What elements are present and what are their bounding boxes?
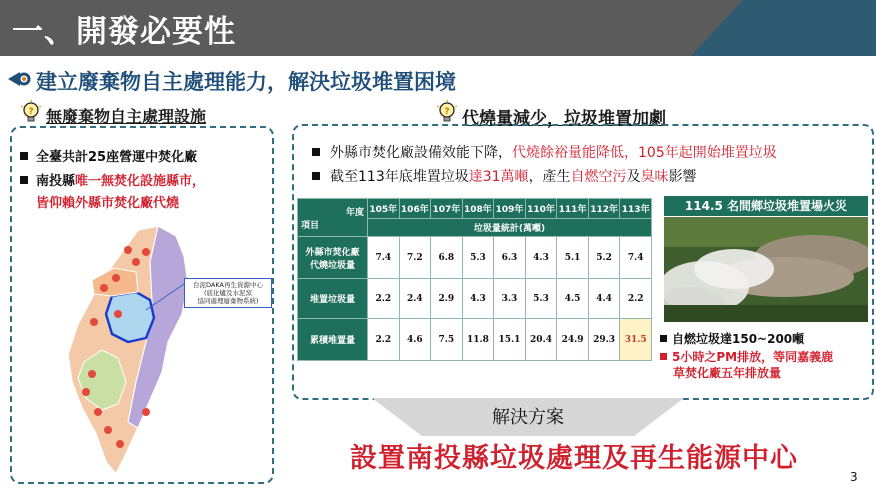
table-corner: 年度 項目 <box>298 199 368 237</box>
table-cell: 4.4 <box>588 279 620 319</box>
lightbulb-icon <box>20 100 42 124</box>
garbage-statistics-table <box>297 198 652 361</box>
table-year-header: 113年 <box>620 199 652 219</box>
right-panel-heading: 代燒量減少，垃圾堆置加劇 <box>462 109 666 129</box>
right-bullet-2: 截至113年底堆置垃圾達31萬噸，產生自燃空污及臭味影響 <box>312 166 697 186</box>
table-cell: 29.3 <box>588 319 620 361</box>
table-cell: 5.3 <box>525 279 557 319</box>
table-cell: 5.2 <box>588 237 620 279</box>
table-cell: 2.2 <box>368 319 400 361</box>
table-cell: 6.8 <box>431 237 463 279</box>
table-cell: 24.9 <box>557 319 589 361</box>
subtitle: 建立廢棄物自主處理能力，解決垃圾堆置困境 <box>36 70 456 94</box>
table-year-header: 110年 <box>525 199 557 219</box>
table-cell: 7.2 <box>399 237 431 279</box>
table-cell: 4.6 <box>399 319 431 361</box>
map-callout: 台泥DAKA再生資源中心 (底化爐及水泥窯 協同處理廢棄物系統) <box>184 278 272 308</box>
table-cell: 2.9 <box>431 279 463 319</box>
table-year-header: 107年 <box>431 199 463 219</box>
table-unit-header: 垃圾量統計(萬噸) <box>368 219 652 237</box>
left-bullet-2: 南投縣唯一無焚化設施縣市， <box>20 170 205 189</box>
table-cell: 4.5 <box>557 279 589 319</box>
table-row-label: 堆置垃圾量 <box>298 279 368 319</box>
svg-text:?: ? <box>444 107 450 117</box>
table-year-header: 105年 <box>368 199 400 219</box>
table-cell: 3.3 <box>494 279 526 319</box>
left-panel-heading: 無廢棄物自主處理設施 <box>46 107 207 126</box>
right-bullet-1: 外縣市焚化廠設備效能下降，代燒餘裕量能降低，105年起開始堆置垃圾 <box>312 142 777 162</box>
left-bullet-2-line2: 皆仰賴外縣市焚化廠代燒 <box>36 196 180 211</box>
table-year-header: 109年 <box>494 199 526 219</box>
photo-note-2-line2: 草焚化廠五年排放量 <box>673 366 782 380</box>
table-row-label: 累積堆置量 <box>298 319 368 361</box>
table-cell: 6.3 <box>494 237 526 279</box>
table-cell: 11.8 <box>462 319 494 361</box>
table-cell: 7.4 <box>368 237 400 279</box>
landfill-fire-photo <box>664 217 868 322</box>
table-year-header: 106年 <box>399 199 431 219</box>
page-number: 3 <box>850 470 858 484</box>
table-year-header: 108年 <box>462 199 494 219</box>
table-row-label: 外縣市焚化廠 代燒垃圾量 <box>298 237 368 279</box>
table-cell: 2.4 <box>399 279 431 319</box>
table-cell: 15.1 <box>494 319 526 361</box>
table-year-header: 111年 <box>557 199 589 219</box>
lightbulb-icon <box>436 100 458 124</box>
table-cell: 7.4 <box>620 237 652 279</box>
photo-note-2: 5小時之PM排放，等同嘉義鹿 <box>660 348 833 365</box>
photo-caption: 114.5 名間鄉垃圾堆置場火災 <box>664 196 868 216</box>
solution-label: 解決方案 <box>492 407 564 428</box>
left-bullet-1: 全臺共計25座營運中焚化廠 <box>20 146 197 165</box>
table-year-header: 112年 <box>588 199 620 219</box>
solution-headline: 設置南投縣垃圾處理及再生能源中心 <box>350 443 798 474</box>
svg-text:?: ? <box>28 107 34 117</box>
table-cell: 20.4 <box>525 319 557 361</box>
table-cell: 5.1 <box>557 237 589 279</box>
slide-title: 一、開發必要性 <box>12 14 236 50</box>
photo-note-1: 自燃垃圾達150~200噸 <box>660 330 804 347</box>
table-cell: 2.2 <box>368 279 400 319</box>
table-cell: 4.3 <box>462 279 494 319</box>
table-cell: 2.2 <box>620 279 652 319</box>
megaphone-icon <box>6 68 34 90</box>
table-cell: 4.3 <box>525 237 557 279</box>
taiwan-map <box>18 222 272 480</box>
table-cell: 7.5 <box>431 319 463 361</box>
table-cell-highlight: 31.5 <box>620 319 652 361</box>
table-cell: 5.3 <box>462 237 494 279</box>
